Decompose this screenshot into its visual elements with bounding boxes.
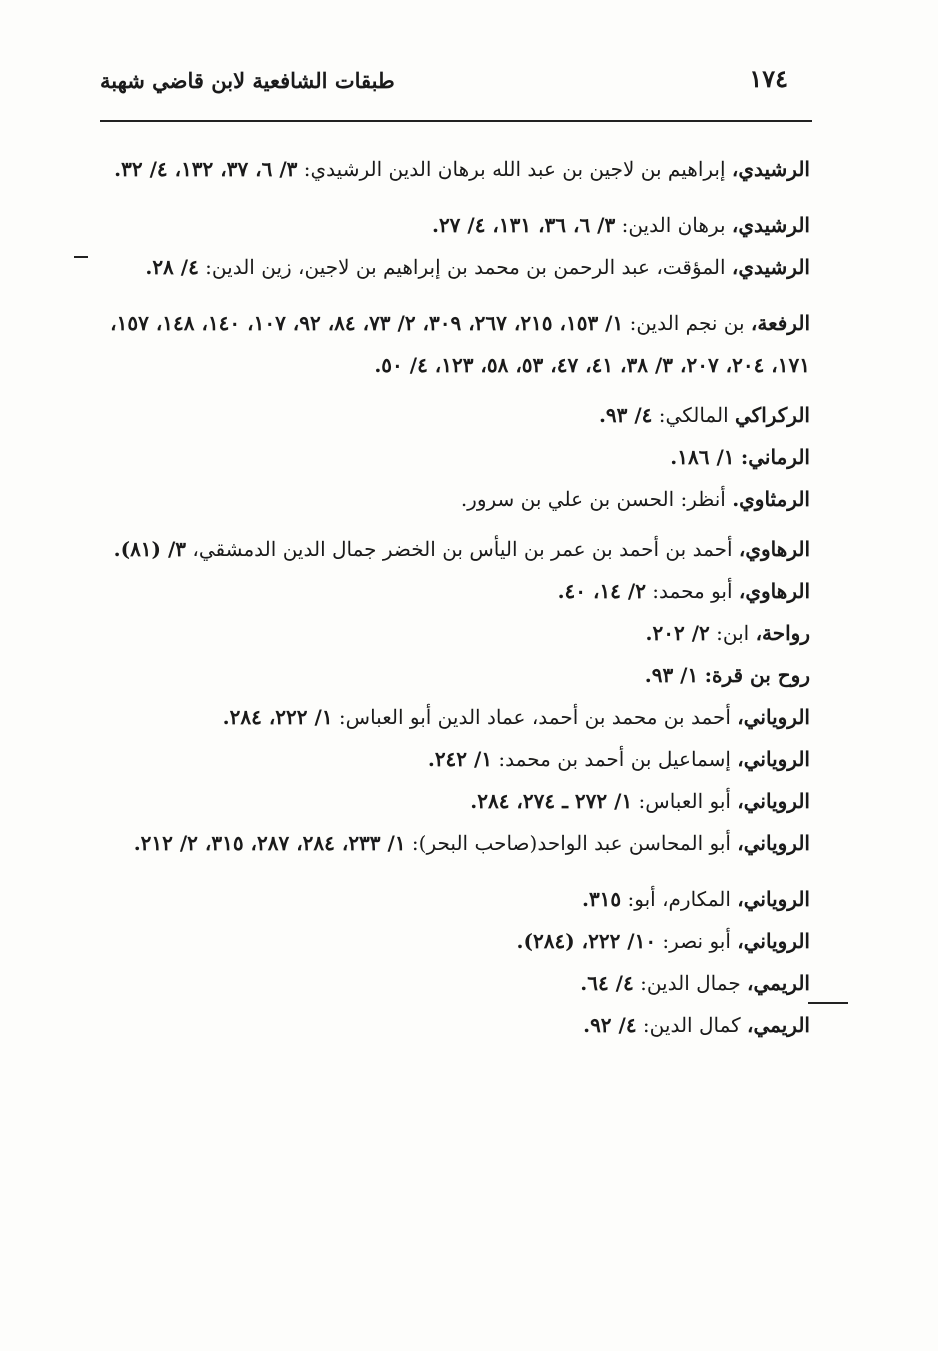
entry-refs: ١/ ١٨٦. — [670, 445, 735, 469]
page-number: ١٧٤ — [749, 64, 788, 93]
entry-desc: أبو نصر: — [656, 929, 738, 953]
entry-term: الروياني، — [737, 887, 810, 911]
entry-term: الروياني، — [737, 789, 810, 813]
entry-refs: ١/ ٢٧٢ ـ ٢٧٤، ٢٨٤. — [470, 789, 633, 813]
entry-term: الريمي، — [747, 1013, 810, 1037]
entry-refs: ٣/ (٨١). — [113, 537, 187, 561]
entry-term: الروياني، — [737, 929, 810, 953]
entry-refs: ١/ ٩٣. — [644, 663, 699, 687]
entry-term: الرهاوي، — [738, 537, 810, 561]
index-entry — [96, 478, 810, 520]
index-entry — [96, 696, 810, 738]
entry-refs: ٢/ ٢٠٢. — [645, 621, 710, 645]
entry-term: الرمثاوي. — [732, 487, 810, 511]
entry-desc: كمال الدين: — [636, 1013, 748, 1037]
entry-refs: ١/ ٢٤٢. — [427, 747, 493, 771]
index-entry — [96, 528, 810, 570]
index-entry — [96, 394, 810, 436]
header-rule — [100, 120, 812, 122]
entry-refs: ١/ ٢٣٣، ٢٨٤، ٢٨٧، ٣١٥، ٢/ ٢١٢. — [133, 831, 406, 855]
entry-refs: ٤/ ٦٤. — [580, 971, 634, 995]
page-header — [100, 58, 800, 102]
entry-term: الرشيدي، — [731, 213, 810, 237]
index-entry — [96, 878, 810, 920]
entry-refs: ١/ ٢٢٢، ٢٨٤. — [222, 705, 333, 729]
index-entry — [96, 148, 810, 190]
entry-refs: ١/ ١٥٣، ٢١٥، ٢٦٧، ٣٠٩، ٢/ ٧٣، ٨٤، ٩٢، ١٠٧، ١٤٠، ١٤٨، ١٥٧، ١٧١، ٢٠٤، ٢٠٧، ٣/ ٣٨، ٤١، ٤٧، ٥٣، ٥٨، ١٢٣، ٤/ ٥٠. — [110, 311, 810, 377]
entry-desc: المؤقت، عبد الرحمن بن محمد بن إبراهيم بن لاجين، زين الدين: — [198, 255, 732, 279]
entry-term: روح بن قرة: — [704, 663, 810, 687]
index-entry — [96, 962, 810, 1004]
entry-desc: جمال الدين: — [633, 971, 748, 995]
index-entry — [96, 570, 810, 612]
entry-desc: برهان الدين: — [615, 213, 732, 237]
entry-term: الرماني: — [740, 445, 810, 469]
entry-desc: أبو العباس: — [632, 789, 738, 813]
entry-refs: ٣١٥. — [581, 887, 622, 911]
index-entry — [96, 436, 810, 478]
entry-term: الروياني، — [737, 705, 810, 729]
entry-desc: أحمد بن محمد بن أحمد، عماد الدين أبو العباس: — [332, 705, 738, 729]
index-entry — [96, 1004, 810, 1046]
index-entry — [96, 738, 810, 780]
entry-refs: ١٠/ ٢٢٢، (٢٨٤). — [516, 929, 657, 953]
index-entry — [96, 302, 810, 386]
entry-term: الركراكي — [735, 403, 810, 427]
index-entry — [96, 920, 810, 962]
entry-term: الروياني، — [737, 747, 810, 771]
entry-term: الرهاوي، — [738, 579, 810, 603]
margin-mark — [74, 256, 88, 258]
entry-term: الريمي، — [747, 971, 810, 995]
entry-refs: ٢/ ١٤، ٤٠. — [557, 579, 646, 603]
entry-desc: إبراهيم بن لاجين بن عبد الله برهان الدين الرشيدي: — [297, 157, 732, 181]
index-entry — [96, 204, 810, 246]
entry-term: الرشيدي، — [731, 157, 810, 181]
entry-desc: أبو محمد: — [645, 579, 739, 603]
entry-refs: ٣/ ٦، ٣٧، ١٣٢، ٤/ ٣٢. — [114, 157, 298, 181]
index-entry — [96, 822, 810, 864]
entry-desc: أحمد بن أحمد بن عمر بن اليأس بن الخضر جمال الدين الدمشقي، — [186, 537, 739, 561]
index-entry — [96, 780, 810, 822]
margin-mark — [808, 1002, 848, 1004]
entry-desc: أبو المحاسن عبد الواحد(صاحب البحر): — [405, 831, 738, 855]
entry-refs: ٤/ ٢٨. — [145, 255, 199, 279]
entry-desc: إسماعيل بن أحمد بن محمد: — [492, 747, 738, 771]
entry-term: الرشيدي، — [731, 255, 810, 279]
index-entries — [96, 148, 810, 1046]
entry-desc: المكارم، أبو: — [621, 887, 738, 911]
index-entry — [96, 654, 810, 696]
entry-term: رواحة، — [755, 621, 810, 645]
entry-refs: ٣/ ٦، ٣٦، ١٣١، ٤/ ٢٧. — [431, 213, 616, 237]
index-entry — [96, 612, 810, 654]
entry-term: الرفعة، — [750, 311, 810, 335]
entry-refs: ٤/ ٩٣. — [598, 403, 653, 427]
entry-refs: ٤/ ٩٢. — [583, 1013, 637, 1037]
entry-desc: ابن: — [709, 621, 756, 645]
index-entry — [96, 246, 810, 288]
entry-desc: أنظر: الحسن بن علي بن سرور. — [460, 487, 733, 511]
entry-term: الروياني، — [737, 831, 810, 855]
book-title: طبقات الشافعية لابن قاضي شهبة — [100, 68, 395, 93]
entry-desc: بن نجم الدين: — [623, 311, 751, 335]
entry-desc: المالكي: — [652, 403, 735, 427]
